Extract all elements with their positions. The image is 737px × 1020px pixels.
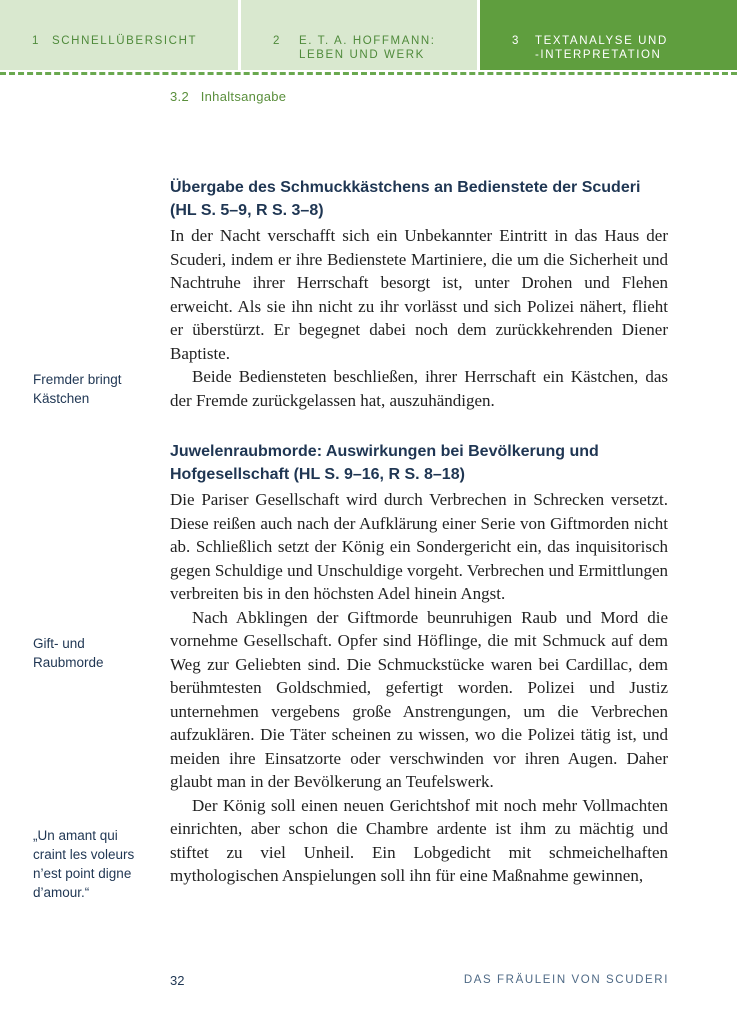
margin-quote: „Un amant qui craint les voleurs n’est point digne d’amour.“ bbox=[33, 828, 135, 900]
body-block-1 bbox=[170, 224, 668, 412]
body-block-2 bbox=[170, 488, 668, 888]
paragraph: Beide Bediensteten beschließen, ihrer Herrschaft ein Kästchen, das der Fremde zurückgelassen hat, auszuhändigen. bbox=[170, 367, 668, 410]
section-header bbox=[170, 89, 286, 104]
section-number: 3.2 bbox=[170, 89, 189, 104]
tab-number: 2 bbox=[273, 35, 281, 47]
chapter-tabs bbox=[0, 0, 737, 70]
tab-label: TEXTANALYSE UND -INTERPRETATION bbox=[535, 35, 668, 61]
tab-number: 3 bbox=[512, 35, 520, 47]
paragraph: Der König soll einen neuen Gerichtshof mit noch mehr Vollmachten einrichten, aber schon die Chambre ardente ist ihm zu mächtig und stiftet zu viel Unheil. Ein Lobgedicht mit schmeichelhaften mythologischen Anspielungen soll ihn für eine Maßnahme gewinnen, bbox=[170, 795, 668, 885]
tab-textanalyse[interactable] bbox=[480, 0, 737, 70]
page-number: 32 bbox=[170, 973, 185, 988]
tab-schnelluebersicht[interactable] bbox=[0, 0, 238, 70]
tab-number: 1 bbox=[32, 35, 40, 47]
margin-note: Fremder bringt Kästchen bbox=[33, 372, 122, 406]
paragraph: Die Pariser Gesellschaft wird durch Verbrechen in Schrecken versetzt. Diese reißen auch nach der Aufklärung einer Serie von Giftmorden nicht ab. Schließlich setzt der König ein Sondergericht ein, das inquisitorisch gegen Schuldige und Unschuldige vorgeht. Verbrechen und Ermittlungen verbreiten bis in den höchsten Adel hinein Angst. bbox=[170, 490, 668, 603]
tab-label: SCHNELLÜBERSICHT bbox=[52, 35, 198, 47]
section-title: Inhaltsangabe bbox=[200, 89, 287, 104]
tab-label: E. T. A. HOFFMANN: LEBEN UND WERK bbox=[299, 35, 436, 61]
heading-schmuckkaestchen: Übergabe des Schmuckkästchens an Bedienstete der Scuderi (HL S. 5–9, R S. 3–8) bbox=[170, 179, 641, 219]
paragraph: Nach Abklingen der Giftmorde beunruhigen Raub und Mord die vornehme Gesellschaft. Opfer sind Höflinge, die mit Schmuck auf dem Weg zur Geliebten sind. Die Schmuckstücke waren bei Cardillac, dem berühmtesten Goldschmied, gefertigt worden. Polizei und Justiz unternehmen vergebens große Anstrengungen, um die Verbrechen aufzuklären. Die Täter scheinen zu wissen, wo die Polizei tätig ist, und meiden ihre Einsatzorte oder verschwinden vor ihren Augen. Daher glaubt man in der Bevölkerung an Teufelswerk. bbox=[170, 607, 668, 791]
margin-note: Gift- und Raubmorde bbox=[33, 636, 104, 670]
tab-leben-und-werk[interactable] bbox=[241, 0, 477, 70]
paragraph: In der Nacht verschafft sich ein Unbekannter Eintritt in das Haus der Scuderi, indem er ihre Bedienstete Martiniere, die um die Sicherheit und Nachtruhe ihrer Herrschaft besorgt ist, unter Drohen und Flehen erweicht. Als sie ihn nicht zu ihr vorlässt und sich Polizei nähert, flieht er überstürzt. Er begegnet dabei noch dem zurückkehrenden Diener Baptiste. bbox=[170, 226, 668, 363]
header-divider bbox=[0, 72, 737, 75]
running-title: DAS FRÄULEIN VON SCUDERI bbox=[463, 974, 669, 986]
heading-juwelenraubmorde: Juwelenraubmorde: Auswirkungen bei Bevölkerung und Hofgesellschaft (HL S. 9–16, R S. 8–18) bbox=[170, 443, 599, 483]
